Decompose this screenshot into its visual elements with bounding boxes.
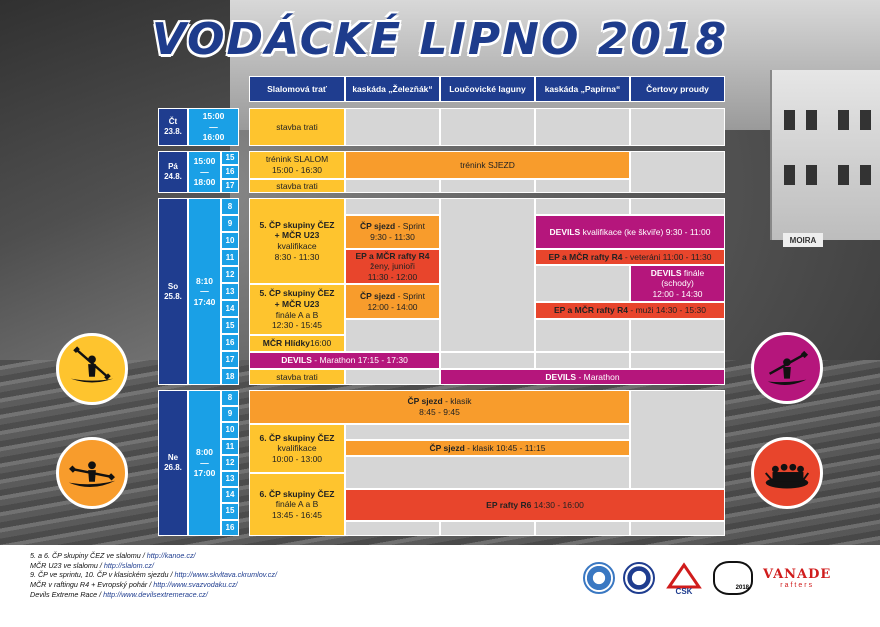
sat-pap-empty-2 — [535, 265, 630, 302]
sat-cp-final: 5. ČP skupiny ČEZ + MČR U23 finále A a B 12:30 - 15:45 — [249, 284, 345, 335]
fri-trenink-sjezd: trénink SJEZD — [345, 151, 630, 179]
thu-empty-1 — [345, 108, 440, 146]
sat-r17-empty-3 — [630, 352, 725, 369]
day-friday: Pá 24.8. — [158, 151, 188, 193]
slalom-kayak-icon — [56, 333, 128, 405]
col-laguny: Loučovické laguny — [440, 76, 535, 102]
sun-r12-empty — [345, 456, 630, 489]
sat-ep-muzi: EP a MČR rafty R4 - muži 14:30 - 15:30 — [535, 302, 725, 319]
hour-sat-14: 14 — [221, 300, 239, 317]
hour-sat-15: 15 — [221, 317, 239, 334]
sat-marathon2: DEVILS - Marathon — [440, 369, 725, 385]
sun-r6: EP rafty R6 14:30 - 16:00 — [345, 489, 725, 521]
sun-klasik2: ČP sjezd - klasik 10:45 - 11:15 — [345, 440, 630, 456]
sat-stavba: stavba trati — [249, 369, 345, 385]
hour-sun-15: 15 — [221, 503, 239, 519]
thu-stavba: stavba trati — [249, 108, 345, 146]
hour-sat-16: 16 — [221, 334, 239, 351]
link-devils[interactable]: http://www.devilsextremerace.cz/ — [103, 589, 208, 599]
logo-row — [583, 560, 831, 596]
hour-sat-18: 18 — [221, 368, 239, 385]
footer-line: MČR U23 ve slalomu / http://slalom.cz/ — [30, 560, 154, 570]
sat-cp-kval: 5. ČP skupiny ČEZ + MČR U23 kvalifikace 8:30 - 11:30 — [249, 198, 345, 284]
sat-hlidky: MČR Hlídky 16:00 — [249, 335, 345, 352]
hour-fri-17: 17 — [221, 179, 239, 193]
link-slalom[interactable]: http://slalom.cz/ — [103, 560, 154, 570]
hour-fri-16: 16 — [221, 165, 239, 179]
col-certovy: Čertovy proudy — [630, 76, 725, 102]
building — [770, 70, 880, 240]
sat-devils-final: DEVILS finále (schody) 12:00 - 14:30 — [630, 265, 725, 302]
sat-marathon1: DEVILS - Marathon 17:15 - 17:30 — [249, 352, 440, 369]
hour-sun-9: 9 — [221, 406, 239, 422]
col-slalom: Slalomová trať — [249, 76, 345, 102]
sun-r16-empty-3 — [535, 521, 630, 536]
fri-empty-b — [440, 179, 535, 193]
hour-sat-13: 13 — [221, 283, 239, 300]
sprint-kayak-icon — [56, 437, 128, 509]
link-skvltava[interactable]: http://www.skvltava.ckrumlov.cz/ — [174, 570, 277, 580]
hour-sun-13: 13 — [221, 471, 239, 487]
logo-federation-2 — [623, 562, 655, 594]
hour-sun-14: 14 — [221, 487, 239, 503]
sun-r16-empty-2 — [440, 521, 535, 536]
hour-sat-12: 12 — [221, 266, 239, 283]
hour-sat-9: 9 — [221, 215, 239, 232]
extreme-kayak-icon — [751, 332, 823, 404]
sign-moira: MOIRA — [783, 233, 823, 247]
hour-sat-11: 11 — [221, 249, 239, 266]
sat-sprint2: ČP sjezd - Sprint 12:00 - 14:00 — [345, 284, 440, 319]
hour-fri-15: 15 — [221, 151, 239, 165]
sun-klasik1: ČP sjezd - klasik 8:45 - 9:45 — [249, 390, 630, 424]
time-thursday: 15:00 — 16:00 — [188, 108, 239, 146]
sat-r17-empty-1 — [440, 352, 535, 369]
thu-empty-4 — [630, 108, 725, 146]
link-svazvodaku[interactable]: http://www.svazvodaku.cz/ — [153, 580, 238, 590]
sat-r17-empty-2 — [535, 352, 630, 369]
fri-empty-a — [345, 179, 440, 193]
hour-sun-16: 16 — [221, 520, 239, 536]
sat-sprint1: ČP sjezd - Sprint 9:30 - 11:30 — [345, 215, 440, 249]
page-title: VODÁCKÉ LIPNO 2018 — [151, 14, 729, 65]
hour-sun-8: 8 — [221, 390, 239, 406]
sat-pap-empty-1 — [535, 198, 630, 215]
hour-sun-12: 12 — [221, 455, 239, 471]
hour-sun-10: 10 — [221, 422, 239, 438]
day-thursday: Čt 23.8. — [158, 108, 188, 146]
sat-zel-empty-2 — [345, 319, 440, 352]
sat-r18-empty — [345, 369, 440, 385]
time-saturday: 8:10 — 17:40 — [188, 198, 221, 385]
sun-cp-final: 6. ČP skupiny ČEZ finále A a B 13:45 - 16:45 — [249, 473, 345, 536]
hour-sat-8: 8 — [221, 198, 239, 215]
footer-line: 5. a 6. ČP skupiny ČEZ ve slalomu / http://kanoe.cz/ — [30, 551, 196, 560]
raft-icon — [751, 437, 823, 509]
sun-r10-empty — [345, 424, 630, 440]
col-papirna: kaskáda „Papírna“ — [535, 76, 630, 102]
thu-empty-2 — [440, 108, 535, 146]
sat-cer-empty-1 — [630, 198, 725, 215]
footer-links — [30, 551, 277, 600]
sat-ep1: EP a MČR rafty R4 ženy, junioři 11:30 - 12:00 — [345, 249, 440, 284]
logo-vanade: VANADE rafters — [763, 567, 832, 589]
sat-ep-veterani: EP a MČR rafty R4 - veteráni 11:00 - 11:30 — [535, 249, 725, 265]
hour-sat-10: 10 — [221, 232, 239, 249]
sat-laguny-empty — [440, 198, 535, 352]
link-kanoe[interactable]: http://kanoe.cz/ — [146, 551, 196, 560]
fri-empty-c — [535, 179, 630, 193]
day-sunday: Ne 26.8. — [158, 390, 188, 536]
day-saturday: So 25.8. — [158, 198, 188, 385]
logo-federation-1 — [583, 562, 615, 594]
hour-sat-17: 17 — [221, 351, 239, 368]
sat-devils-kval: DEVILS kvalifikace (ke škviře) 9:30 - 11:00 — [535, 215, 725, 249]
footer-line: Devils Extreme Race / http://www.devilsextremerace.cz/ — [30, 589, 208, 599]
logo-csk — [665, 561, 703, 595]
fri-stavba: stavba trati — [249, 179, 345, 193]
col-zeleznak: kaskáda „Železňák“ — [345, 76, 440, 102]
fri-trenink-slalom: trénink SLALOM 15:00 - 16:30 — [249, 151, 345, 179]
sun-r16-empty-4 — [630, 521, 725, 536]
fri-empty-certovy — [630, 151, 725, 193]
footer-line: 9. ČP ve sprintu, 10. ČP v klasickém sjezdu / http://www.skvltava.ckrumlov.cz/ — [30, 570, 277, 580]
svg-text:CSK: CSK — [675, 587, 693, 595]
footer-line: MČR v raftingu R4 + Evropský pohár / http://www.svazvodaku.cz/ — [30, 580, 238, 590]
time-sunday: 8:00 — 17:00 — [188, 390, 221, 536]
sun-r16-empty-1 — [345, 521, 440, 536]
sat-cer-empty-2 — [630, 319, 725, 352]
sun-cp-kval: 6. ČP skupiny ČEZ kvalifikace 10:00 - 13:00 — [249, 424, 345, 473]
logo-devils: 2018 — [713, 561, 753, 595]
thu-empty-3 — [535, 108, 630, 146]
sat-zel-empty-1 — [345, 198, 440, 215]
time-friday: 15:00 — 18:00 — [188, 151, 221, 193]
sun-cer-empty-1 — [630, 390, 725, 489]
sat-pap-empty-3 — [535, 319, 630, 352]
hour-sun-11: 11 — [221, 439, 239, 455]
